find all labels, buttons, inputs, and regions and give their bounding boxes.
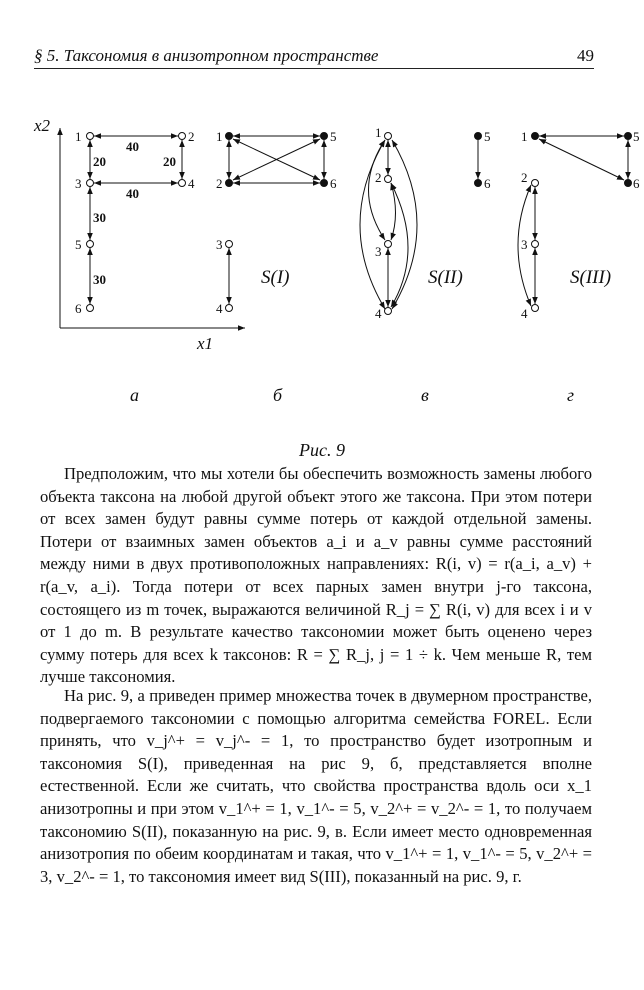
label-a-2: 3 (75, 176, 82, 191)
node-v-3 (385, 241, 392, 248)
node-g-3 (532, 241, 539, 248)
taxonomy-label-s2: S(II) (428, 267, 463, 288)
node-g-1 (532, 133, 539, 140)
node-v-5 (475, 133, 482, 140)
node-a-4 (87, 305, 94, 312)
weight-a-2-6: 40 (126, 186, 139, 201)
label-g-5: 5 (633, 129, 640, 144)
label-g-6: 6 (633, 176, 640, 191)
node-a-1 (87, 133, 94, 140)
label-b-5: 5 (330, 129, 337, 144)
label-v-6: 6 (484, 176, 491, 191)
label-b-6: 6 (330, 176, 337, 191)
node-g-4 (532, 305, 539, 312)
node-b-6 (321, 180, 328, 187)
running-title: § 5. Таксономия в анизотропном пространстве (34, 46, 379, 65)
panel-letter-g: г (567, 385, 575, 405)
node-b-4 (226, 305, 233, 312)
page-number: 49 (577, 46, 594, 65)
taxonomy-label-s3: S(III) (570, 267, 612, 288)
node-v-6 (475, 180, 482, 187)
figure-9 (0, 100, 644, 380)
edge-g-1-6 (539, 139, 624, 180)
node-v-2 (385, 176, 392, 183)
label-a-1: 1 (75, 129, 82, 144)
taxonomy-label-s1: S(I) (261, 267, 290, 288)
label-v-5: 5 (484, 129, 491, 144)
x-axis-label: x1 (197, 334, 214, 353)
label-g-3: 3 (521, 237, 528, 252)
weight-a-1-2: 20 (93, 154, 106, 169)
label-v-3: 3 (375, 244, 382, 259)
label-g-4: 4 (521, 306, 528, 321)
running-header (34, 44, 594, 69)
node-a-5 (179, 133, 186, 140)
panel-letter-v: в (421, 385, 429, 405)
label-v-2: 2 (375, 170, 382, 185)
label-v-4: 4 (375, 306, 382, 321)
label-g-1: 1 (521, 129, 528, 144)
node-g-2 (532, 180, 539, 187)
node-a-3 (87, 241, 94, 248)
label-a-3: 5 (75, 237, 82, 252)
label-b-2: 2 (216, 176, 223, 191)
node-v-1 (385, 133, 392, 140)
panel-letter-b: б (273, 385, 283, 405)
weight-a-2-3: 30 (93, 210, 106, 225)
node-g-5 (625, 133, 632, 140)
node-v-4 (385, 308, 392, 315)
edge-v-1-4 (360, 140, 385, 309)
node-b-2 (226, 180, 233, 187)
label-b-4: 4 (216, 301, 223, 316)
label-b-1: 1 (216, 129, 223, 144)
node-a-6 (179, 180, 186, 187)
weight-a-3-4: 30 (93, 272, 106, 287)
node-b-1 (226, 133, 233, 140)
label-v-1: 1 (375, 125, 382, 140)
paragraph-2: На рис. 9, а приведен пример множества точек в двумерном пространстве, подвергаемого таксономии с помощью алгоритма семейства FOREL. Если принять, что v_j^+ = v_j^- = 1, то пространство будет изотропным и таксономия S(I), приведенная на рис 9, б, представляется вполне естественной. Если же считать, что свойства пространства вдоль оси x_1 анизотропны и при этом v_1^+ = 1, v_1^- = 5, v_2^+ = v_2^- = 1, то получаем таксономию S(II), показанную на рис. 9, в. Если имеет место одновременная анизотропия по обеим координатам и такая, что v_1^+ = 1, v_1^- = 5, v_2^+ = 3, v_2^- = 1, то таксономия имеет вид S(III), показанный на рис. 9, г. (40, 686, 592, 886)
label-a-4: 6 (75, 301, 82, 316)
panel-letter-a: а (130, 385, 139, 405)
label-g-2: 2 (521, 170, 528, 185)
edge-v-1-4b (392, 140, 417, 309)
edge-v-2-4 (391, 183, 408, 307)
y-axis-label: x2 (34, 116, 51, 135)
label-a-5: 2 (188, 129, 195, 144)
label-a-6: 4 (188, 176, 195, 191)
weight-a-5-6: 20 (163, 154, 176, 169)
figure-caption: Рис. 9 (299, 440, 345, 460)
node-g-6 (625, 180, 632, 187)
node-b-5 (321, 133, 328, 140)
node-a-2 (87, 180, 94, 187)
paragraph-1: Предположим, что мы хотели бы обеспечить возможность замены любого объекта таксона на любой другой объект этого же таксона. При этом потери от всех замен будут равны сумме потерь от каждой отдельной замены. Потери от взаимных замен объектов a_i и a_v равны сумме расстояний между ними в двух противоположных направлениях: R(i, v) = r(a_i, a_v) + r(a_v, a_i). Тогда потери от всех парных замен внутри j-го таксона, состоящего из m точек, выражаются величиной R_j = ∑ R(i, v) для всех i и v от 1 до m. В результате качество таксономии может быть оценено через сумму потерь для всех k таксонов: R = ∑ R_j, j = 1 ÷ k. Чем меньше R, тем лучше таксономия. (40, 464, 592, 687)
node-b-3 (226, 241, 233, 248)
weight-a-1-5: 40 (126, 139, 139, 154)
label-b-3: 3 (216, 237, 223, 252)
